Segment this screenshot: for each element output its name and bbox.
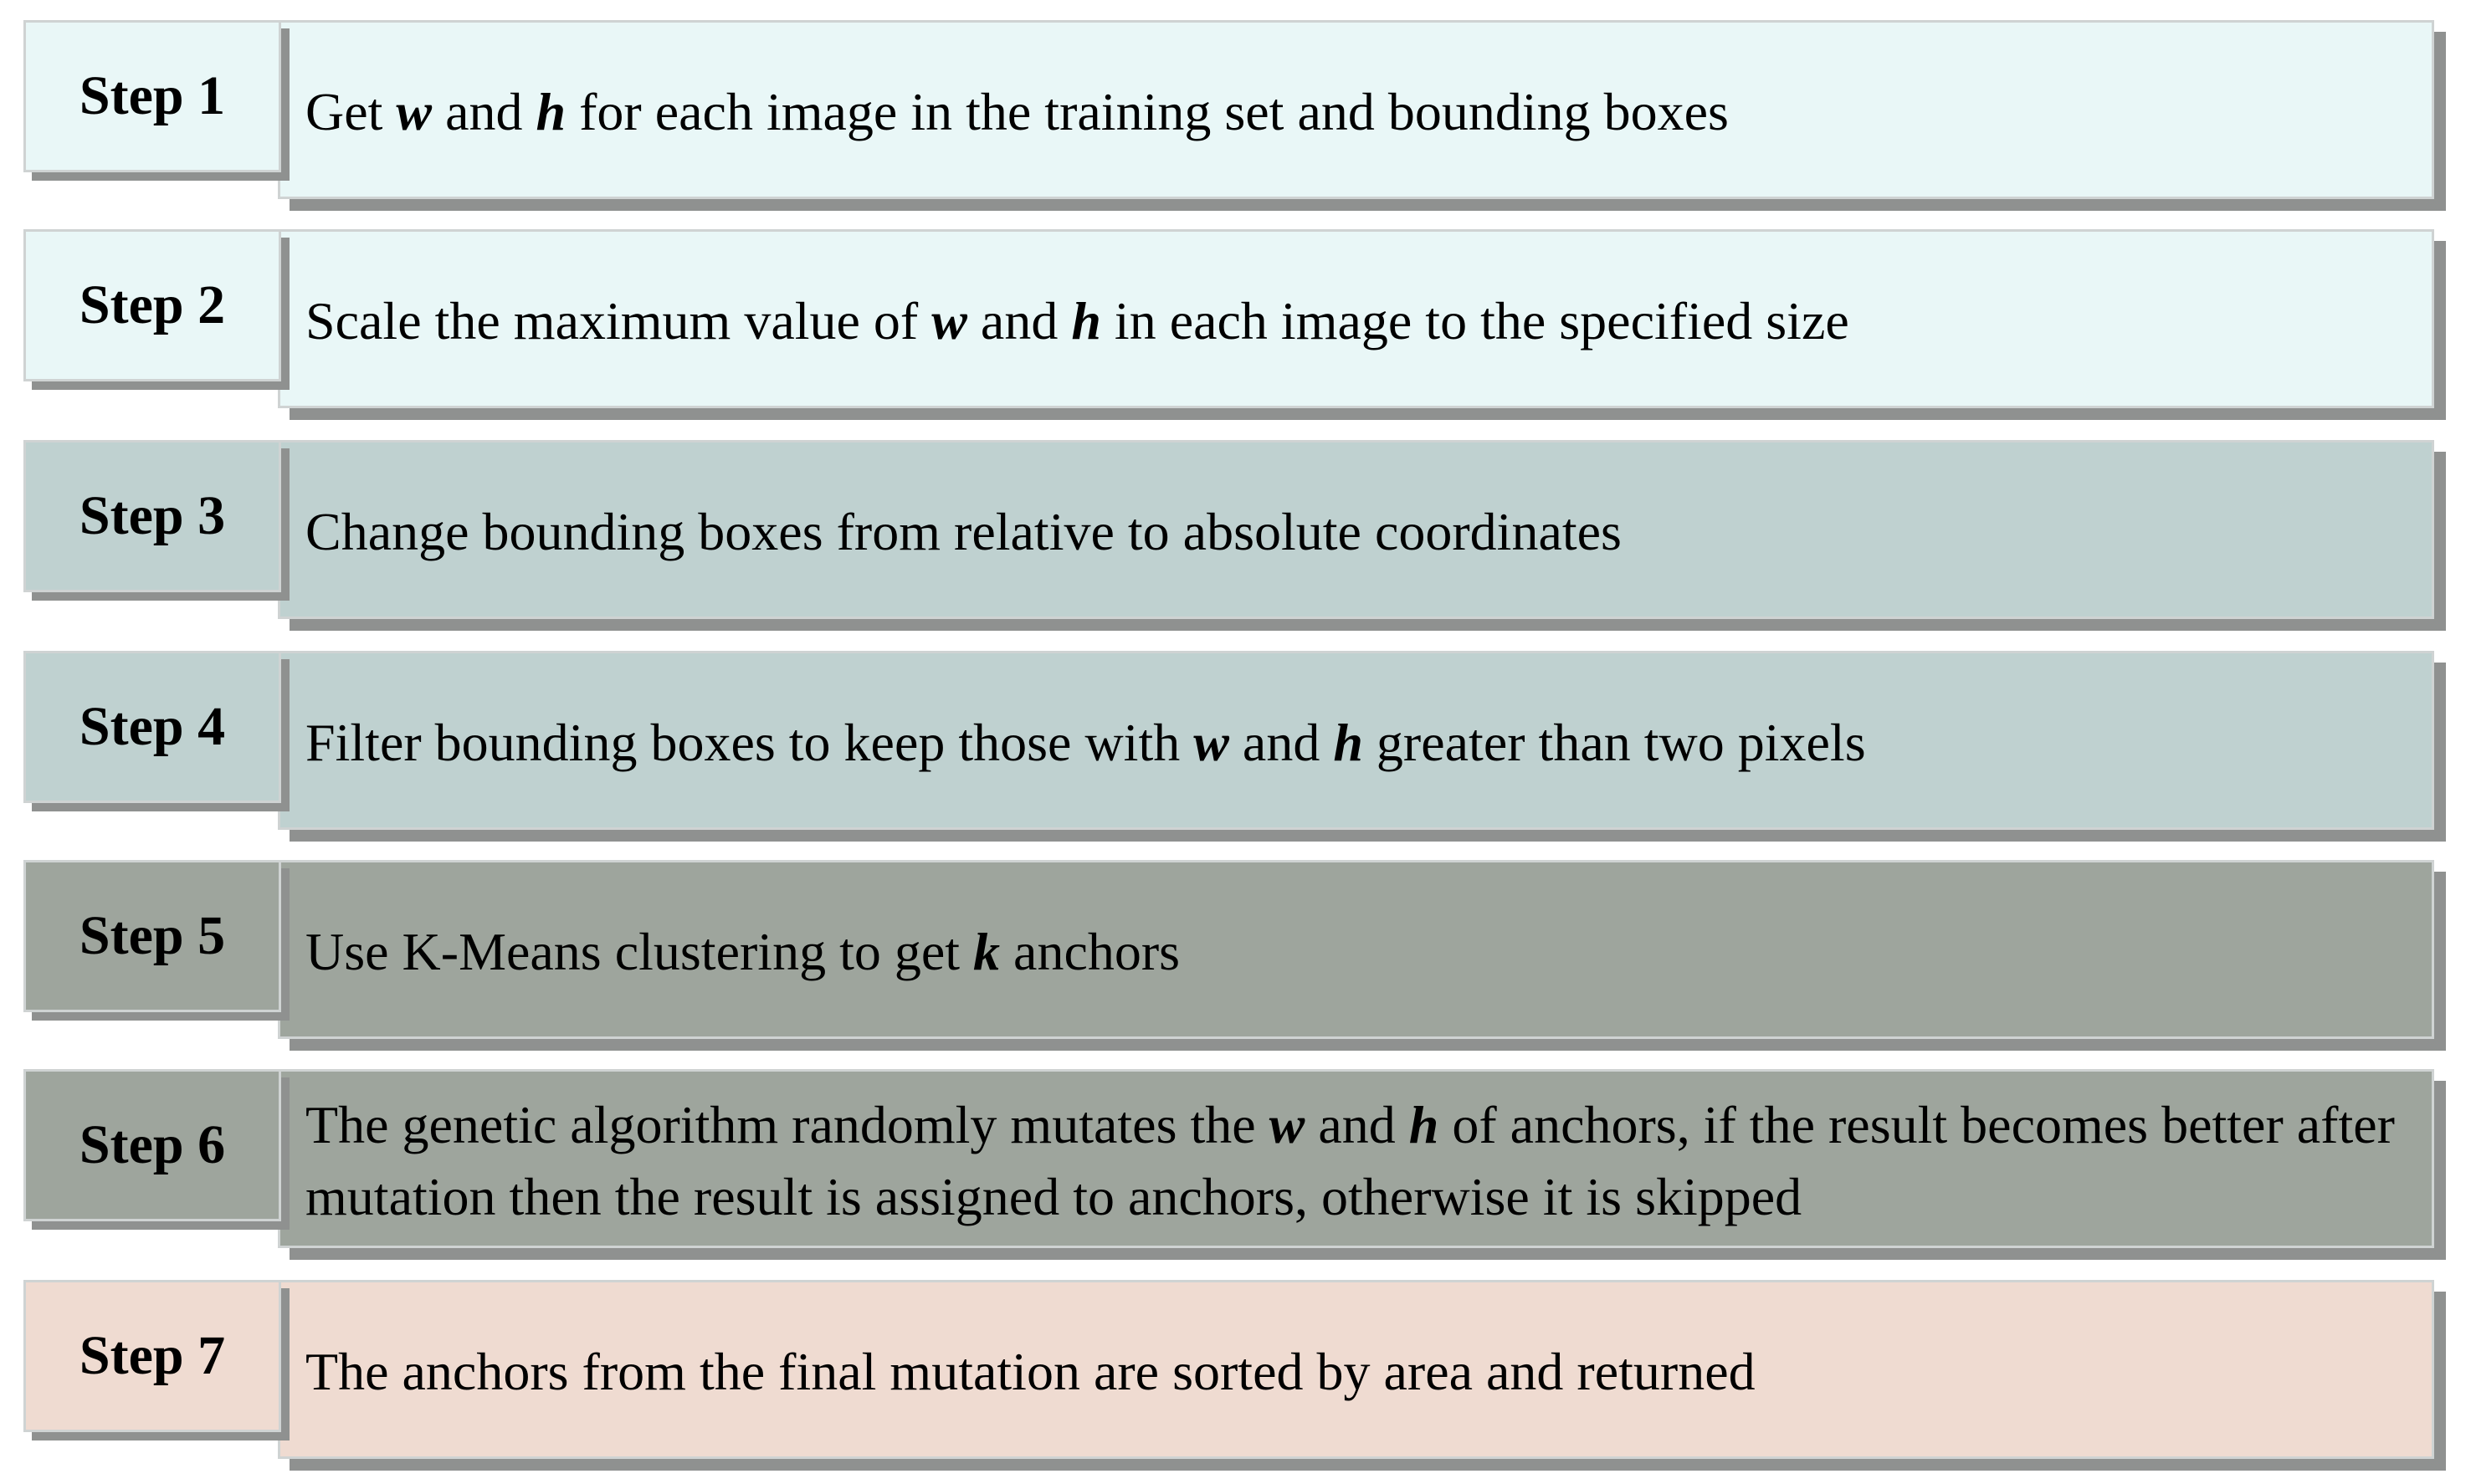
variable-symbol: k [973,922,1001,981]
step-7-label: Step 7 [23,1280,281,1432]
variable-symbol: w [1193,713,1229,772]
variable-symbol: h [1333,713,1363,772]
variable-symbol: h [1071,291,1101,351]
text-segment: and [966,291,1072,351]
text-segment: greater than two pixels [1362,713,1866,772]
text-segment: Get [305,82,397,141]
text-segment: Use K-Means clustering to get [305,922,974,981]
step-7-text [305,1336,1756,1408]
text-segment: for each image in the training set and bounding boxes [566,82,1729,141]
step-3-box [278,440,2434,619]
step-2-box [278,229,2434,408]
text-segment: and [1228,713,1334,772]
step-2-text [305,285,1849,357]
step-2-label: Step 2 [23,229,281,381]
step-5-text [305,916,1180,988]
text-segment: anchors [1000,922,1181,981]
step-6-row [0,1069,2471,1248]
step-6-box [278,1069,2434,1248]
step-4-row [0,651,2471,830]
step-5-row [0,860,2471,1039]
step-1-label: Step 1 [23,20,281,172]
variable-symbol: w [1269,1095,1305,1154]
text-segment: Filter bounding boxes to keep those with [305,713,1194,772]
step-2-row [0,229,2471,408]
variable-symbol: h [536,82,566,141]
step-4-label: Step 4 [23,651,281,803]
step-7-row [0,1280,2471,1459]
text-segment: in each image to the specified size [1100,291,1849,351]
step-6-text [305,1089,2415,1233]
text-segment: and [1305,1095,1409,1154]
step-3-row [0,440,2471,619]
step-1-row [0,20,2471,199]
step-5-label: Step 5 [23,860,281,1012]
step-1-box [278,20,2434,199]
text-segment: Change bounding boxes from relative to absolute coordinates [305,502,1622,561]
variable-symbol: w [931,291,967,351]
step-4-text [305,707,1866,779]
variable-symbol: w [396,82,433,141]
text-segment: and [432,82,536,141]
step-7-box [278,1280,2434,1459]
text-segment: of anchors, if the result becomes better after mutation then the result is assigned to anchors, otherwise it is skipped [305,1095,2395,1226]
step-6-label: Step 6 [23,1069,281,1221]
step-3-label: Step 3 [23,440,281,592]
text-segment: The anchors from the final mutation are sorted by area and returned [305,1342,1756,1401]
step-3-text [305,496,1622,568]
step-5-box [278,860,2434,1039]
step-4-box [278,651,2434,830]
step-1-text [305,76,1729,148]
variable-symbol: h [1408,1095,1439,1154]
text-segment: The genetic algorithm randomly mutates the [305,1095,1269,1154]
text-segment: Scale the maximum value of [305,291,932,351]
